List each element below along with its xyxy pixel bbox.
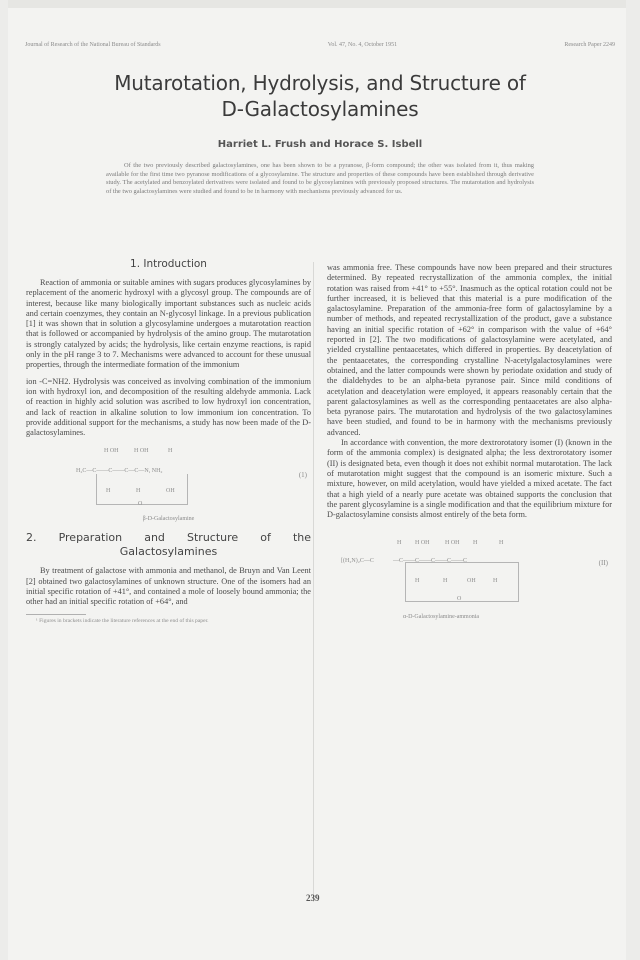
formula-bottom-label: OH	[166, 488, 175, 495]
paragraph: In accordance with convention, the more dextrorotatory isomer (I) (known in the form of the ammonia complex) is designated alpha; the less dextrorotatory isomer (II) is designated beta, even though it does not exhibit normal mutarotation. The lack of mutarotation might suggest that the compound is an isomeric mixture. Such a mixture, however, on mild acetylation, would have yielded a mixed acetate. The fact that a high yield of a nearly pure acetate was obtained supports the conclusion that the parent glycosylamine is a single modification and that the equilibrium mixture for D-galactosylamine consists almost entirely of the beta form.	[327, 438, 612, 520]
formula-bottom-label: OH	[467, 578, 476, 585]
running-head	[25, 42, 615, 48]
formula-main-row: H₂C—C——C——C—C—N, NH₂	[76, 468, 163, 475]
ring-oxygen: O	[138, 501, 143, 508]
formula-top-label: H OH	[104, 448, 119, 455]
left-column	[26, 255, 311, 625]
footnote: ¹ Figures in brackets indicate the literature references at the end of this paper.	[36, 617, 209, 624]
section-heading-introduction: 1. Introduction	[130, 258, 207, 270]
column-divider	[313, 262, 314, 902]
paragraph	[26, 377, 311, 439]
formula-bottom-label: H	[106, 488, 111, 495]
inline-formula: ion -C=NH2.	[26, 376, 71, 386]
title-line-1: Mutarotation, Hydrolysis, and Structure of	[114, 71, 526, 95]
formula-top-label: H OH	[415, 540, 430, 547]
equation-number: (1)	[298, 471, 307, 480]
formula-top-label: H	[168, 448, 173, 455]
formula-caption: α-D-Galactosylamine-ammonia	[402, 614, 480, 621]
paragraph-continuation: Hydrolysis was conceived as involving combination of the immonium ion with hydroxyl ion, and decomposition of the resulting aldehyde ammonia. Lack of reaction in highly acid solution was ascribed to low hydroxyl ion concentration, and lack of reaction in alkaline solution to low immonium ion concentration. To provide additional support for the mechanisms, a study has now been made of the D-galactosylamines.	[26, 376, 312, 438]
formula-prefix: [(H₂N)₂C—C	[341, 558, 374, 565]
formula-chain: —C——C——C——C——C	[393, 558, 468, 565]
volume-issue: Vol. 47, No. 4, October 1951	[327, 42, 398, 48]
authors: Harriet L. Frush and Horace S. Isbell	[217, 139, 423, 150]
ring-bracket	[405, 562, 519, 602]
paper-number: Research Paper 2249	[564, 42, 615, 48]
formula-top-label: H	[397, 540, 402, 547]
right-column	[327, 263, 612, 621]
formula-bottom-label: H	[136, 488, 141, 495]
page-title	[60, 70, 580, 122]
scan-border-left	[0, 0, 8, 960]
formula-top-label: H	[473, 540, 478, 547]
formula-caption: β-D-Galactosylamine	[142, 516, 195, 523]
formula-bottom-label: H	[415, 578, 420, 585]
page-number: 239	[306, 893, 320, 903]
formula-top-label: H	[499, 540, 504, 547]
paragraph: Reaction of ammonia or suitable amines with sugars produces glycosylamines by replacement of the anomeric hydroxyl with a glycosyl group. The compounds are of interest, because like many biologically important substances such as nucleic acids and certain coenzymes, they contain an N-glycosyl linkage. In a previous publication [1] it was shown that in solution a glycosylamine undergoes a mutarotation reaction that is followed or accompanied by hydrolysis of the amino group. The mutarotation is strongly catalyzed by acids; the hydrolysis, like certain enzyme reactions, is rapid only in the pH range 3 to 7. Mechanisms were advanced to account for these unusual properties, through the intermediate formation of the immonium	[26, 278, 311, 370]
scan-border-top	[0, 0, 640, 8]
section-heading-preparation: 2. Preparation and Structure of the Galactosylamines	[26, 531, 311, 559]
equation-number: (II)	[598, 559, 608, 568]
structural-formula-2	[327, 534, 612, 619]
formula-top-label: H OH	[445, 540, 460, 547]
abstract: Of the two previously described galactosylamines, one has been shown to be a pyranose, β-form compound; the other was isolated from it, thus making available for the first time two pyranose modifications of a glycosylamine. The structure and properties of these compounds have been established through derivative study. The acetylated and benzoylated derivatives were isolated and found to be glycosylamines with previously proposed structures. The mutarotation and hydrolysis of the two galactosylamines were studied and found to be in harmony with mechanisms previously advanced for us.	[106, 162, 534, 195]
formula-top-label: H OH	[134, 448, 149, 455]
paragraph: was ammonia free. These compounds have now been prepared and their structures determined. By repeated recrystallization of the ammonia complex, the initial rotation was raised from +41° to +55°. Inasmuch as the optical rotation could not be further increased, it is believed that this material is a pure modification of the galactosylamine. Preparation of the ammonia-free form of galactosylamine by a number of methods, and repeated recrystallization of the product, gave a substance having an initial specific rotation of +62° in comparison with the value of +64° reported in [2]. The two modifications of galactosylamine were acetylated, and yielded crystalline pentaacetates, which differed in properties. By deacetylation of the pentaacetates, the corresponding crystalline N-acetylgalactosylamines were obtained, and the latter compounds were shown by periodate oxidation and study of the dialdehydes to be an alpha-beta pyranose pair. Since mild conditions of acetylation and deacetylation were employed, it appears reasonably certain that the parent galactosylamines as well as the corresponding pentaacetates are also alpha-beta pyranose pairs. The mutarotation and hydrolysis of the two galactosylamines have been studied, and found to be in harmony with the mechanisms previously advanced.	[327, 263, 612, 437]
formula-bottom-label: H	[493, 578, 498, 585]
footnote-rule	[26, 614, 86, 615]
structural-formula-1	[26, 444, 311, 529]
journal-name: Journal of Research of the National Bureau of Standards	[25, 42, 161, 48]
formula-bottom-label: H	[443, 578, 448, 585]
paragraph: By treatment of galactose with ammonia and methanol, de Bruyn and Van Leent [2] obtained two galactosylamines of unknown structure. One of the isomers had an initial specific rotation of +41°, and contained a mole of loosely bound ammonia; the other had an initial specific rotation of +64°, and	[26, 566, 311, 607]
title-line-2: D-Galactosylamines	[221, 97, 419, 121]
ring-oxygen: O	[457, 596, 462, 603]
scan-border-right	[626, 0, 640, 960]
